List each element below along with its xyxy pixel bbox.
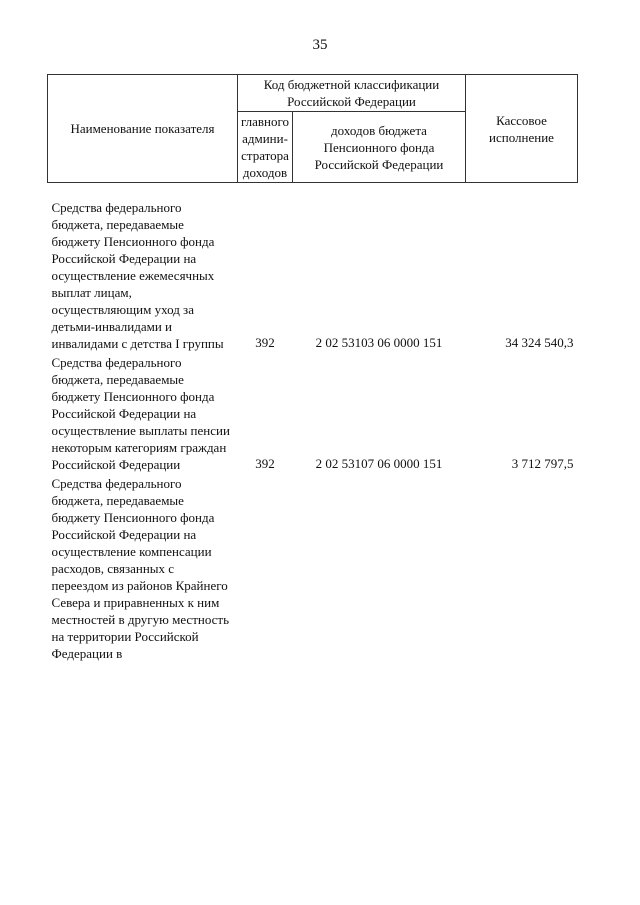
budget-revenue-table <box>47 74 578 662</box>
row-cash-amount: 3 712 797,5 <box>511 456 574 471</box>
row-cash-amount: 34 324 540,3 <box>505 335 574 350</box>
row-admin-code <box>238 473 293 662</box>
row-admin-code: 392 <box>255 456 275 471</box>
row-revenue-code: 2 02 53107 06 0000 151 <box>315 456 443 471</box>
table-header <box>48 75 578 183</box>
header-budget-classification-code: Код бюджетной классификации Российской Федерации <box>238 75 466 112</box>
header-indicator-name: Наименование показателя <box>48 75 238 183</box>
row-revenue-code <box>293 473 466 662</box>
row-admin-code: 392 <box>255 335 275 350</box>
table-row <box>48 352 578 473</box>
row-cash-amount <box>466 473 578 662</box>
header-pension-fund-revenue: доходов бюджета Пенсионного фонда Российской Федерации <box>293 112 466 183</box>
header-chief-administrator: главного админи-стратора доходов <box>238 112 293 183</box>
row-indicator-name: Средства федерального бюджета, передаваемые бюджету Пенсионного фонда Российской Федерации на осуществление ежемесячных выплат лицам, осуществляющим уход за детьми-инвалидами и инвалидами с детства I группы <box>51 200 224 351</box>
row-revenue-code: 2 02 53103 06 0000 151 <box>315 335 443 350</box>
table-row <box>48 183 578 353</box>
row-indicator-name: Средства федерального бюджета, передаваемые бюджету Пенсионного фонда Российской Федерации на осуществление выплаты пенсии некоторым категориям граждан Российской Федерации <box>51 355 230 472</box>
table-body <box>48 183 578 663</box>
page-number: 35 <box>312 37 328 53</box>
row-indicator-name: Средства федерального бюджета, передаваемые бюджету Пенсионного фонда Российской Федерации на осуществление компенсации расходов, связанных с переездом из районов Крайнего Севера и приравненных к ним местностей в другую местность на территории Российской Федерации в <box>51 476 230 661</box>
table-row <box>48 473 578 662</box>
header-cash-execution: Кассовое исполнение <box>466 75 578 183</box>
